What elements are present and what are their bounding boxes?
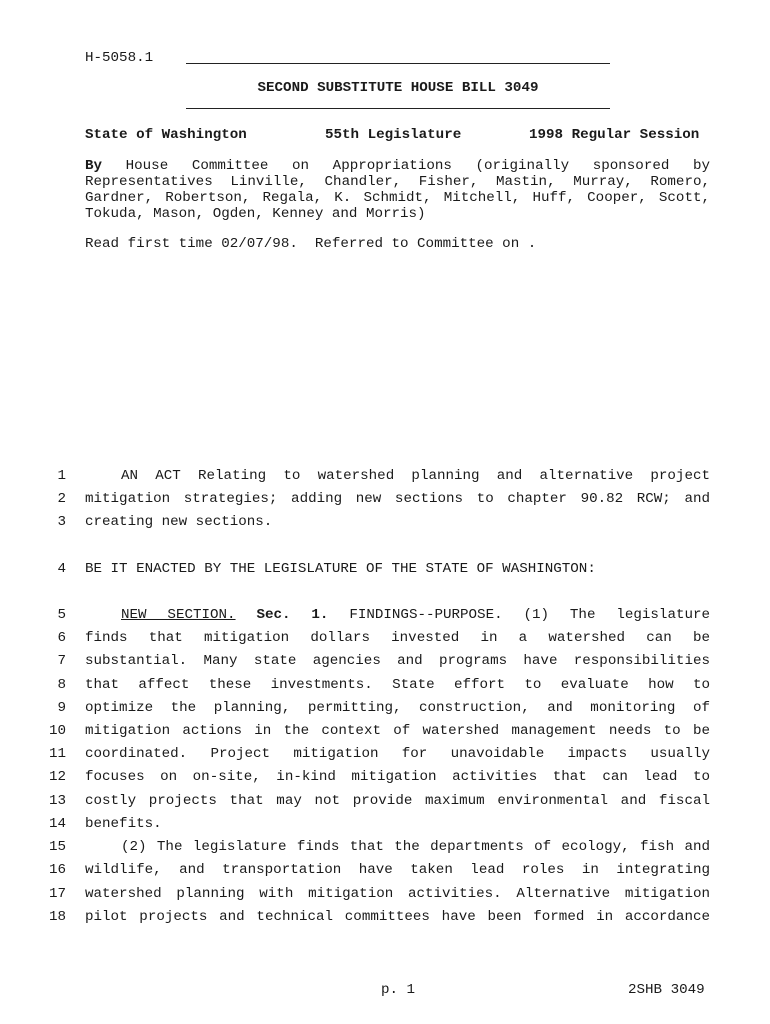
bill-title: SECOND SUBSTITUTE HOUSE BILL 3049	[257, 80, 539, 96]
line-number: 4	[57, 561, 66, 577]
line-number: 1	[57, 468, 66, 484]
line-number: 11	[48, 746, 66, 762]
sponsor-text: House Committee on Appropriations (originally sponsored by	[125, 158, 710, 174]
act-line: AN ACT Relating to watershed planning and alternative project	[121, 468, 710, 484]
body-line: (2) The legislature finds that the departments of ecology, fish and	[121, 839, 710, 855]
new-section-label: NEW SECTION.	[121, 607, 236, 623]
line-number: 17	[48, 886, 66, 902]
header-rule-top	[186, 63, 610, 64]
body-line: mitigation actions in the context of watershed management needs to be	[85, 723, 710, 739]
section-heading-rest: FINDINGS--PURPOSE. (1) The legislature	[349, 607, 711, 623]
sec-label: Sec. 1.	[256, 607, 329, 623]
sponsor-line: Gardner, Robertson, Regala, K. Schmidt, Mitchell, Huff, Cooper, Scott,	[85, 190, 710, 206]
sponsor-line	[85, 158, 710, 174]
enacting-clause: BE IT ENACTED BY THE LEGISLATURE OF THE STATE OF WASHINGTON:	[85, 561, 596, 577]
act-line: mitigation strategies; adding new sections to chapter 90.82 RCW; and	[85, 491, 710, 507]
line-number: 3	[57, 514, 66, 530]
sponsor-line: Representatives Linville, Chandler, Fisher, Mastin, Murray, Romero,	[85, 174, 710, 190]
line-number: 8	[57, 677, 66, 693]
section-heading	[85, 607, 710, 623]
line-number: 9	[57, 700, 66, 716]
line-number: 18	[48, 909, 66, 925]
read-first-time: Read first time 02/07/98. Referred to Committee on .	[85, 236, 537, 252]
body-line: focuses on on-site, in-kind mitigation activities that can lead to	[85, 769, 710, 785]
state-name: State of Washington	[85, 127, 247, 143]
line-number: 15	[48, 839, 66, 855]
body-line: pilot projects and technical committees have been formed in accordance	[85, 909, 710, 925]
bill-code: 2SHB 3049	[628, 982, 705, 998]
line-number: 5	[57, 607, 66, 623]
page-number: p. 1	[380, 982, 416, 998]
line-number: 12	[48, 769, 66, 785]
session: 1998 Regular Session	[529, 127, 700, 143]
line-number: 13	[48, 793, 66, 809]
sponsor-line: Tokuda, Mason, Ogden, Kenney and Morris)	[85, 206, 426, 222]
by-label: By	[85, 158, 103, 174]
body-line: wildlife, and transportation have taken lead roles in integrating	[85, 862, 710, 878]
body-line: watershed planning with mitigation activities. Alternative mitigation	[85, 886, 710, 902]
line-number: 6	[57, 630, 66, 646]
line-number: 2	[57, 491, 66, 507]
body-line: finds that mitigation dollars invested in a watershed can be	[85, 630, 710, 646]
body-line: that affect these investments. State effort to evaluate how to	[85, 677, 710, 693]
body-line: benefits.	[85, 816, 162, 832]
header-rule-bottom	[186, 108, 610, 109]
body-line: optimize the planning, permitting, construction, and monitoring of	[85, 700, 710, 716]
line-number: 16	[48, 862, 66, 878]
line-number: 10	[48, 723, 66, 739]
bill-id: H-5058.1	[85, 50, 154, 66]
act-line: creating new sections.	[85, 514, 273, 530]
body-line: coordinated. Project mitigation for unavoidable impacts usually	[85, 746, 710, 762]
body-line: substantial. Many state agencies and programs have responsibilities	[85, 653, 710, 669]
legislature: 55th Legislature	[325, 127, 462, 143]
body-line: costly projects that may not provide maximum environmental and fiscal	[85, 793, 710, 809]
line-number: 14	[48, 816, 66, 832]
line-number: 7	[57, 653, 66, 669]
